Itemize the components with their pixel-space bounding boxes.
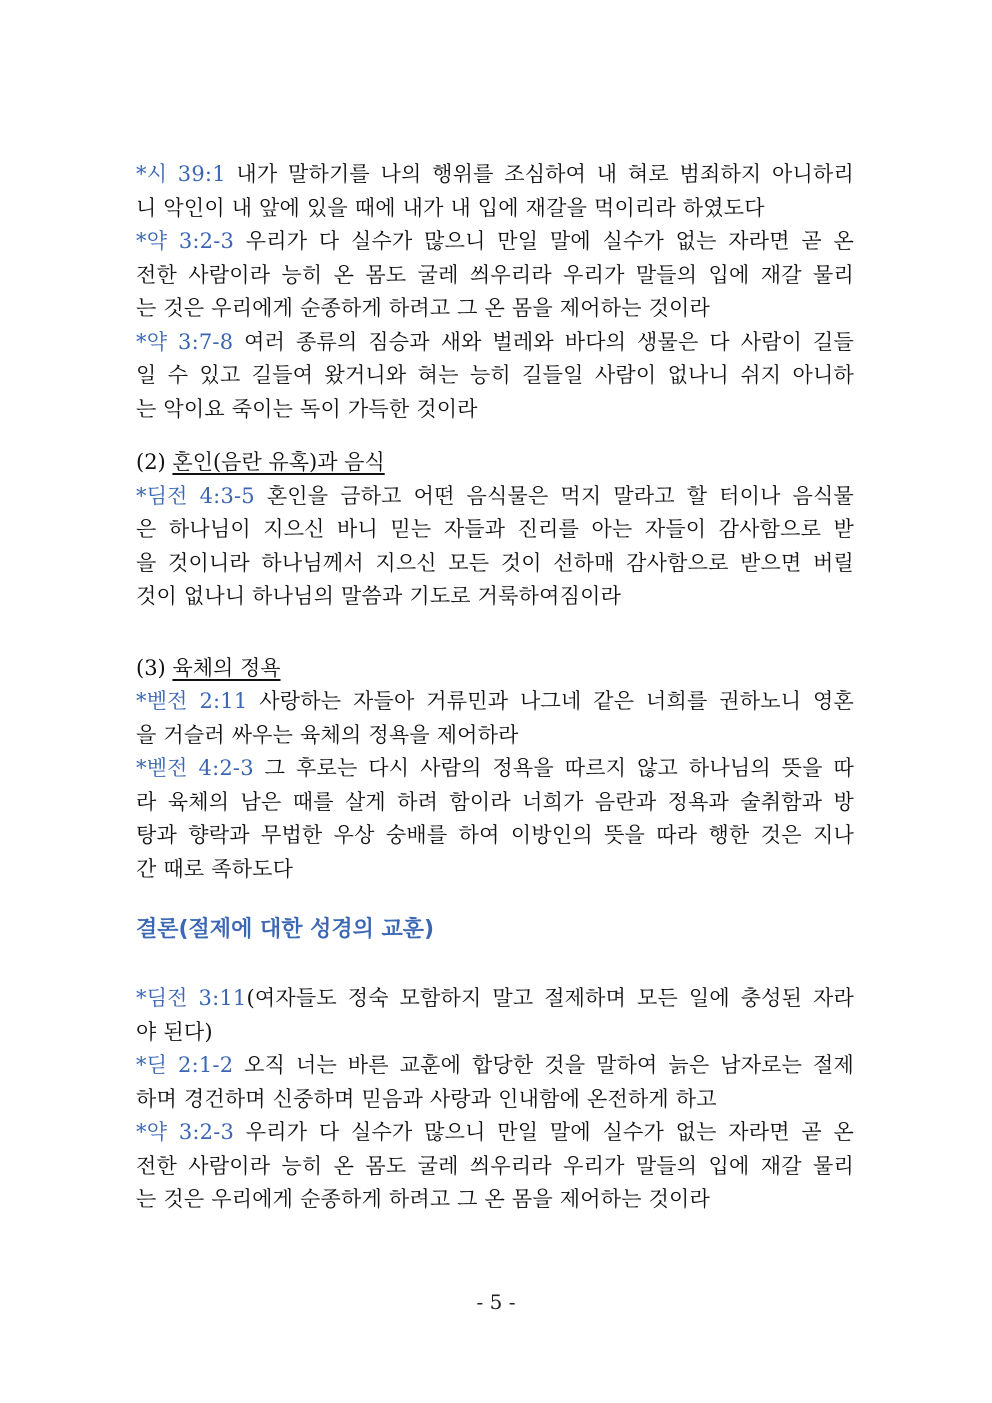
subsection-title: 육체의 정욕: [172, 655, 281, 680]
verse-reference: *딤전 4:3-5: [136, 483, 255, 508]
verse-text: 우리가 다 실수가 많으니 만일 말에 실수가 없는 자라면 곧 온: [234, 229, 854, 253]
subsection-number: (2): [136, 450, 173, 474]
text-line: [136, 225, 854, 259]
verse-block-1pet-4-2-3: [136, 752, 854, 886]
spacer: [136, 426, 854, 446]
verse-text: 사랑하는 자들아 거류민과 나그네 같은 너희를 권하노니 영혼: [247, 689, 854, 713]
verse-block-1tim-4-3-5: [136, 480, 854, 614]
text-line: [136, 480, 854, 514]
verse-block-james-3-2-3-repeat: [136, 1116, 854, 1217]
verse-text: 그 후로는 다시 사람의 정욕을 따르지 않고 하나님의 뜻을 따: [253, 756, 854, 780]
subsection-heading-flesh-desire: [136, 652, 854, 686]
verse-block-james-3-2-3: [136, 225, 854, 326]
spacer: [136, 886, 854, 910]
verse-reference: *딛 2:1-2: [136, 1053, 234, 1077]
text-line: 은 하나님이 지으신 바니 믿는 자들과 진리를 아는 자들이 감사함으로 받: [136, 517, 854, 541]
document-body: [136, 158, 854, 1217]
verse-text: 여러 종류의 짐승과 새와 벌레와 바다의 생물은 다 사람이 길들: [233, 329, 854, 354]
verse-block-1pet-2-11: [136, 685, 854, 752]
text-line: 전한 사람이라 능히 온 몸도 굴레 씌우리라 우리가 말들의 입에 재갈 물리: [136, 262, 854, 287]
text-line: [136, 1116, 854, 1150]
spacer: [136, 950, 854, 982]
text-line: [136, 752, 854, 786]
verse-reference: *벧전 2:11: [136, 689, 248, 713]
text-line: 는 것은 우리에게 순종하게 하려고 그 온 몸을 제어하는 것이라: [136, 296, 711, 320]
text-line: 니 악인이 내 앞에 있을 때에 내가 내 입에 재갈을 먹이리라 하였도다: [136, 195, 765, 220]
text-line: [136, 982, 854, 1016]
verse-text: 혼인을 금하고 어떤 음식물은 먹지 말라고 할 터이나 음식물: [254, 483, 854, 508]
verse-block-titus-2-1-2: [136, 1049, 854, 1116]
verse-text: (여자들도 정숙 모함하지 말고 절제하며 모든 일에 충성된 자라: [246, 986, 854, 1010]
verse-reference: *벧전 4:2-3: [136, 756, 254, 780]
subsection-heading-marriage-food: [136, 446, 854, 480]
spacer: [136, 614, 854, 652]
text-line: 하며 경건하며 신중하며 믿음과 사랑과 인내함에 온전하게 하고: [136, 1086, 717, 1111]
text-line: [136, 326, 854, 360]
subsection-number: (3): [136, 655, 173, 680]
verse-reference: *시 39:1: [136, 162, 226, 186]
text-line: 전한 사람이라 능히 온 몸도 굴레 씌우리라 우리가 말들의 입에 재갈 물리: [136, 1153, 854, 1178]
text-line: 을 거슬러 싸우는 육체의 정욕을 제어하라: [136, 722, 519, 747]
verse-block-1tim-3-11: [136, 982, 854, 1049]
verse-block-psalm-39-1: [136, 158, 854, 225]
verse-text: 우리가 다 실수가 많으니 만일 말에 실수가 없는 자라면 곧 온: [234, 1120, 854, 1144]
verse-reference: *약 3:2-3: [136, 1120, 235, 1144]
text-line: [136, 685, 854, 719]
text-line: 일 수 있고 길들여 왔거니와 혀는 능히 길들일 사람이 없나니 쉬지 아니하: [136, 363, 854, 387]
verse-block-james-3-7-8: [136, 326, 854, 427]
verse-reference: *약 3:2-3: [136, 229, 235, 253]
verse-text: 내가 말하기를 나의 행위를 조심하여 내 혀로 범죄하지 아니하리: [225, 162, 854, 186]
text-line: 을 것이니라 하나님께서 지으신 모든 것이 선하매 감사함으로 받으면 버릴: [136, 550, 854, 575]
verse-reference: *딤전 3:11: [136, 986, 247, 1010]
conclusion-heading: 결론(절제에 대한 성경의 교훈): [136, 917, 435, 942]
page-number: - 5 -: [476, 1290, 516, 1314]
text-line: 는 악이요 죽이는 독이 가득한 것이라: [136, 396, 478, 421]
text-line: 탕과 향락과 무법한 우상 숭배를 하여 이방인의 뜻을 따라 행한 것은 지나: [136, 823, 854, 847]
subsection-title: 혼인(음란 유혹)과 음식: [172, 450, 385, 474]
verse-reference: *약 3:7-8: [136, 329, 234, 354]
text-line: 간 때로 족하도다: [136, 856, 294, 881]
text-line: 라 육체의 남은 때를 살게 하려 함이라 너희가 음란과 정욕과 술취함과 방: [136, 789, 854, 814]
text-line: [136, 158, 854, 192]
text-line: 는 것은 우리에게 순종하게 하려고 그 온 몸을 제어하는 것이라: [136, 1187, 711, 1211]
verse-text: 오직 너는 바른 교훈에 합당한 것을 말하여 늙은 남자로는 절제: [233, 1053, 854, 1077]
text-line: 것이 없나니 하나님의 말씀과 기도로 거룩하여짐이라: [136, 584, 622, 608]
text-line: 야 된다): [136, 1019, 213, 1044]
text-line: [136, 1049, 854, 1083]
